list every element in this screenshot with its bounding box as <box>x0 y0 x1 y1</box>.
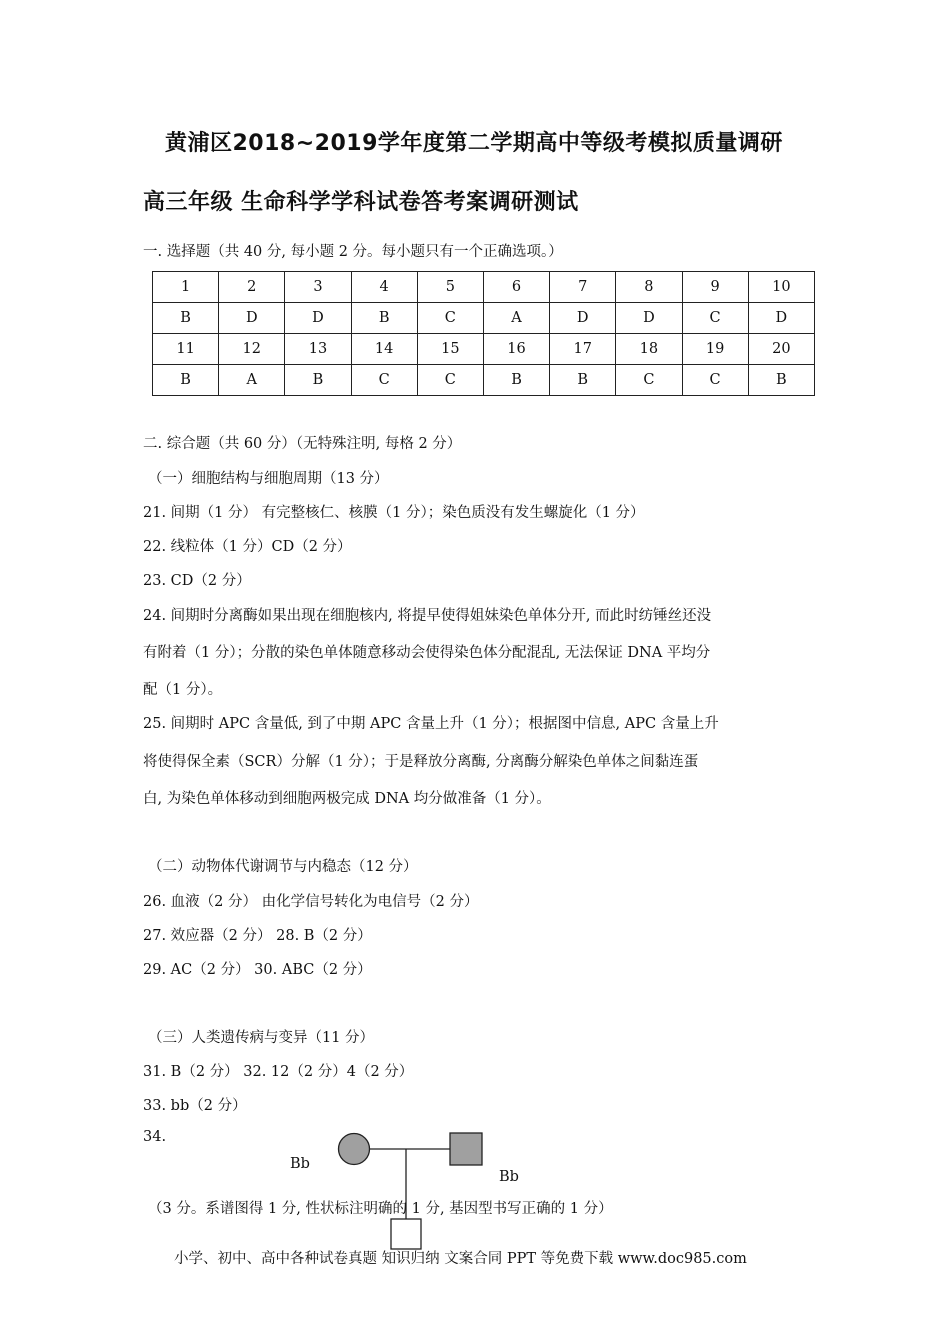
q25-line-1: 25. 间期时 APC 含量低, 到了中期 APC 含量上升（1 分）；根据图中信息, APC 含量上升 <box>143 716 719 732</box>
q25-line-2: 将使得保全素（SCR）分解（1 分）；于是释放分离酶, 分离酶分解染色单体之间黏连蛋 <box>143 754 699 770</box>
answer-table-cell: 17 <box>550 334 616 365</box>
answer-table-cell: C <box>351 365 417 396</box>
answer-table-cell: C <box>417 365 483 396</box>
answer-table-cell: 15 <box>417 334 483 365</box>
answer-table-cell: 4 <box>351 272 417 303</box>
q27-28: 27. 效应器（2 分） 28. B（2 分） <box>143 928 372 944</box>
q29-30: 29. AC（2 分） 30. ABC（2 分） <box>143 962 372 978</box>
answer-table-cell: C <box>682 303 748 334</box>
answer-table-row <box>153 303 815 334</box>
answer-table-cell: 18 <box>616 334 682 365</box>
answer-table-cell: B <box>153 303 219 334</box>
answer-table-cell: D <box>616 303 682 334</box>
answer-table-cell: B <box>483 365 549 396</box>
q25-line-3: 白, 为染色单体移动到细胞两极完成 DNA 均分做准备（1 分）。 <box>143 791 551 807</box>
answer-table-cell: B <box>285 365 351 396</box>
answer-table-cell: 14 <box>351 334 417 365</box>
answer-table-cell: A <box>219 365 285 396</box>
answer-table-cell: D <box>219 303 285 334</box>
unaffected-male-offspring-symbol <box>391 1219 421 1249</box>
q33: 33. bb（2 分） <box>143 1098 247 1114</box>
answer-table-row <box>153 365 815 396</box>
answer-table-cell: B <box>153 365 219 396</box>
answer-table-cell: 20 <box>748 334 814 365</box>
answer-table-cell: 7 <box>550 272 616 303</box>
answer-table-cell: B <box>351 303 417 334</box>
q23: 23. CD（2 分） <box>143 573 251 589</box>
q31-32: 31. B（2 分） 32. 12（2 分）4（2 分） <box>143 1064 414 1080</box>
q22: 22. 线粒体（1 分）CD（2 分） <box>143 539 352 555</box>
section1-heading: 一. 选择题（共 40 分, 每小题 2 分。每小题只有一个正确选项。） <box>143 244 563 260</box>
answer-table-cell: 19 <box>682 334 748 365</box>
answer-table-cell: A <box>483 303 549 334</box>
answer-table-cell: B <box>550 365 616 396</box>
title-line-1: 黄浦区2018~2019学年度第二学期高中等级考模拟质量调研 <box>165 131 783 156</box>
answer-table-cell: 8 <box>616 272 682 303</box>
part1-heading: （一）细胞结构与细胞周期（13 分） <box>148 471 389 487</box>
answer-table-cell: 2 <box>219 272 285 303</box>
section2-heading: 二. 综合题（共 60 分）（无特殊注明, 每格 2 分） <box>143 436 462 452</box>
part2-heading: （二）动物体代谢调节与内稳态（12 分） <box>148 859 418 875</box>
footer-text: 小学、初中、高中各种试卷真题 知识归纳 文案合同 PPT 等免费下载 www.doc985.com <box>174 1251 747 1267</box>
answer-table-row <box>153 334 815 365</box>
answer-table-cell: D <box>285 303 351 334</box>
answer-table-cell: C <box>616 365 682 396</box>
answer-table-cell: 16 <box>483 334 549 365</box>
scoring-note: （3 分。系谱图得 1 分, 性状标注明确的 1 分, 基因型书写正确的 1 分） <box>148 1201 613 1217</box>
answer-table-cell: 1 <box>153 272 219 303</box>
answer-table-cell: 13 <box>285 334 351 365</box>
answer-table-cell: 12 <box>219 334 285 365</box>
title-line-2: 高三年级 生命科学学科试卷答考案调研测试 <box>143 190 579 215</box>
q24-line-2: 有附着（1 分）；分散的染色单体随意移动会使得染色体分配混乱, 无法保证 DNA 平均分 <box>143 645 711 661</box>
answer-table-row <box>153 272 815 303</box>
q21: 21. 间期（1 分） 有完整核仁、核膜（1 分）；染色质没有发生螺旋化（1 分） <box>143 505 645 521</box>
q34: 34. <box>143 1129 167 1145</box>
answer-table-cell: C <box>417 303 483 334</box>
q24-line-1: 24. 间期时分离酶如果出现在细胞核内, 将提早使得姐妹染色单体分开, 而此时纺锤丝还没 <box>143 608 712 624</box>
answer-table <box>152 271 815 396</box>
answer-table-cell: 6 <box>483 272 549 303</box>
q26: 26. 血液（2 分） 由化学信号转化为电信号（2 分） <box>143 894 479 910</box>
answer-table-cell: 9 <box>682 272 748 303</box>
answer-table-cell: C <box>682 365 748 396</box>
pedigree-diagram <box>330 1125 500 1255</box>
affected-male-symbol <box>450 1133 482 1165</box>
answer-table-cell: D <box>550 303 616 334</box>
pedigree-label-male: Bb <box>499 1169 519 1185</box>
answer-table-cell: D <box>748 303 814 334</box>
answer-table-cell: 3 <box>285 272 351 303</box>
answer-table-cell: 10 <box>748 272 814 303</box>
pedigree-label-female: Bb <box>290 1156 310 1172</box>
q24-line-3: 配（1 分）。 <box>143 682 223 698</box>
affected-female-symbol <box>339 1134 370 1165</box>
part3-heading: （三）人类遗传病与变异（11 分） <box>148 1030 375 1046</box>
answer-table-cell: 5 <box>417 272 483 303</box>
answer-table-cell: 11 <box>153 334 219 365</box>
answer-table-cell: B <box>748 365 814 396</box>
